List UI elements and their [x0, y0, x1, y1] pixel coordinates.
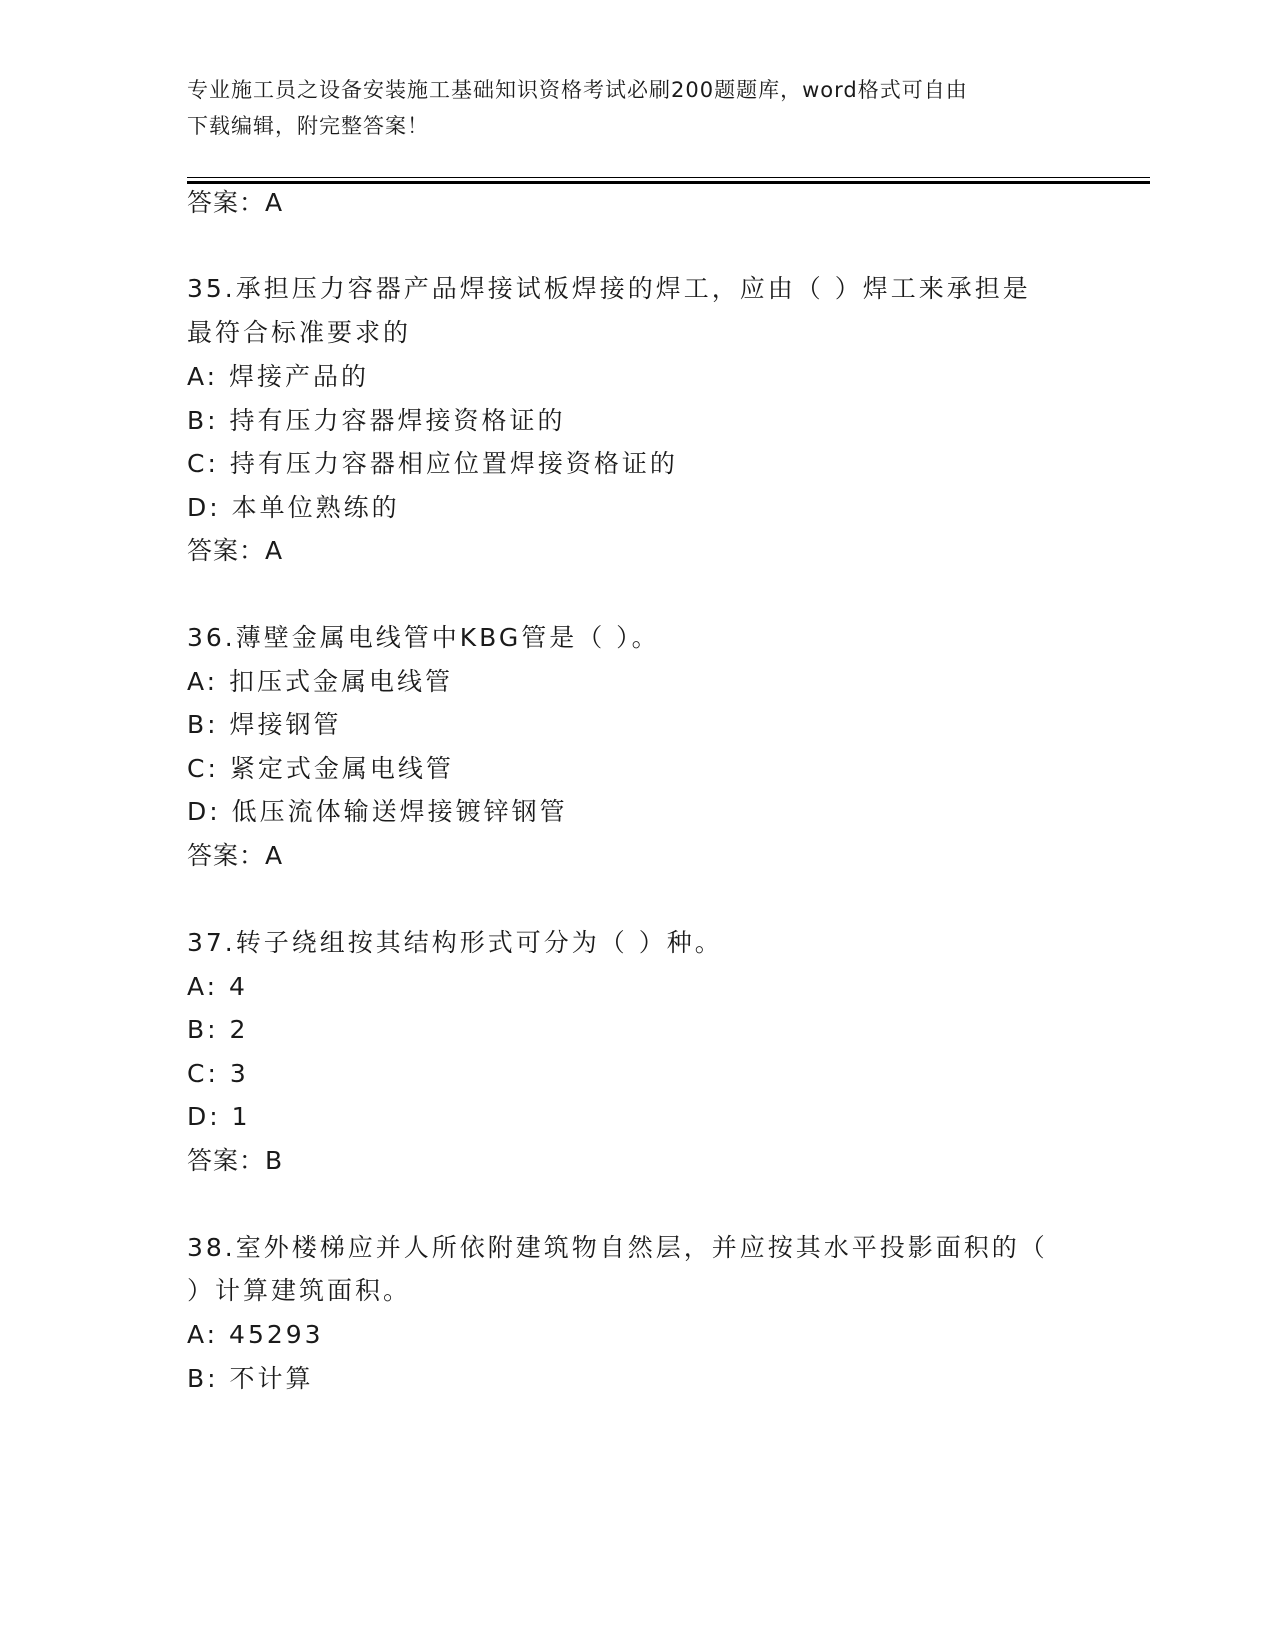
- header-divider-thin: [187, 177, 1150, 178]
- question-38-stem-line-1: 38.室外楼梯应并人所依附建筑物自然层，并应按其水平投影面积的（: [187, 1233, 1048, 1262]
- question-37-option-b: B: 2: [187, 1015, 249, 1044]
- question-35-option-c: C: 持有压力容器相应位置焊接资格证的: [187, 449, 678, 478]
- previous-answer: 答案：A: [187, 188, 284, 217]
- question-37-option-a: A: 4: [187, 972, 248, 1001]
- header-line-2: 下载编辑，附完整答案！: [187, 114, 429, 138]
- question-37-answer: 答案：B: [187, 1146, 284, 1175]
- question-35-answer: 答案：A: [187, 536, 284, 565]
- question-37-option-d: D: 1: [187, 1102, 251, 1131]
- question-35-stem-line-1: 35.承担压力容器产品焊接试板焊接的焊工，应由（ ）焊工来承担是: [187, 274, 1031, 303]
- question-38-stem-line-2: ）计算建筑面积。: [187, 1276, 412, 1305]
- header-line-1: 专业施工员之设备安装施工基础知识资格考试必刷200题题库，word格式可自由: [187, 78, 968, 102]
- question-36-option-b: B: 焊接钢管: [187, 710, 342, 739]
- question-38-option-b: B: 不计算: [187, 1364, 314, 1393]
- question-36-option-a: A: 扣压式金属电线管: [187, 667, 454, 696]
- document-header: [187, 72, 1087, 144]
- question-35-stem-line-2: 最符合标准要求的: [187, 318, 412, 347]
- question-36-option-c: C: 紧定式金属电线管: [187, 754, 454, 783]
- question-35-option-d: D: 本单位熟练的: [187, 493, 400, 522]
- question-36-answer: 答案：A: [187, 841, 284, 870]
- header-divider-thick: [187, 181, 1150, 184]
- question-38-option-a: A: 45293: [187, 1320, 324, 1349]
- question-36-option-d: D: 低压流体输送焊接镀锌钢管: [187, 797, 568, 826]
- question-35-option-a: A: 焊接产品的: [187, 362, 370, 391]
- question-37-stem: 37.转子绕组按其结构形式可分为（ ）种。: [187, 928, 723, 957]
- question-37-option-c: C: 3: [187, 1059, 249, 1088]
- question-35-option-b: B: 持有压力容器焊接资格证的: [187, 406, 566, 435]
- question-36-stem: 36.薄壁金属电线管中KBG管是（ ）。: [187, 623, 660, 652]
